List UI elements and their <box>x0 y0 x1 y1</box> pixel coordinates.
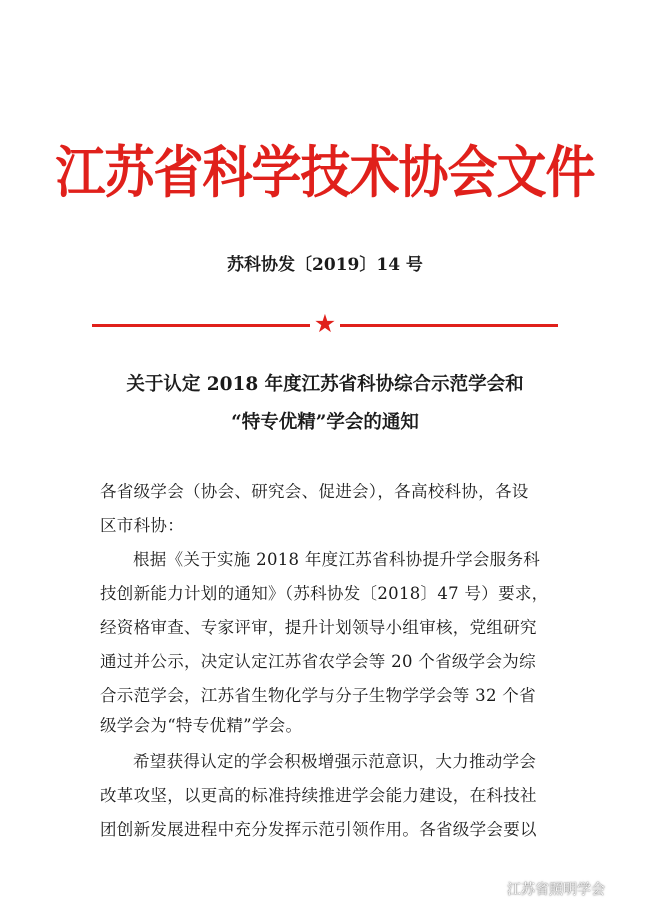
body-line: 通过并公示，决定认定江苏省农学会等 20 个省级学会为综 <box>100 652 536 671</box>
body-line: 团创新发展进程中充分发挥示范引领作用。各省级学会要以 <box>100 820 537 839</box>
body-line: 改革攻坚，以更高的标准持续推进学会能力建设，在科技社 <box>100 786 537 805</box>
document-number: 苏科协发〔2019〕14 号 <box>227 255 423 275</box>
star-icon: ★ <box>313 309 337 338</box>
body-line: 级学会为“特专优精”学会。 <box>100 716 303 735</box>
body-line: 根据《关于实施 2018 年度江苏省科协提升学会服务科 <box>133 550 541 569</box>
body-line: 希望获得认定的学会积极增强示范意识，大力推动学会 <box>133 752 537 771</box>
body-line: 合示范学会，江苏省生物化学与分子生物学学会等 32 个省 <box>100 686 536 705</box>
red-divider-right <box>340 324 558 327</box>
body-line: 区市科协： <box>100 516 184 535</box>
notice-title-line-2: “特专优精”学会的通知 <box>231 412 419 433</box>
wechat-watermark <box>483 877 605 901</box>
watermark-text: 江苏省照明学会 <box>507 882 605 898</box>
body-line: 技创新能力计划的通知》（苏科协发〔2018〕47 号）要求， <box>100 584 549 603</box>
masthead-title: 江苏省科学技术协会文件 <box>55 139 595 206</box>
body-line: 各省级学会（协会、研究会、促进会），各高校科协，各设 <box>100 482 529 501</box>
body-line: 经资格审查、专家评审，提升计划领导小组审核，党组研究 <box>100 618 537 637</box>
notice-title-line-1: 关于认定 2018 年度江苏省科协综合示范学会和 <box>126 374 524 395</box>
red-divider-left <box>92 324 310 327</box>
wechat-icon <box>483 880 503 898</box>
